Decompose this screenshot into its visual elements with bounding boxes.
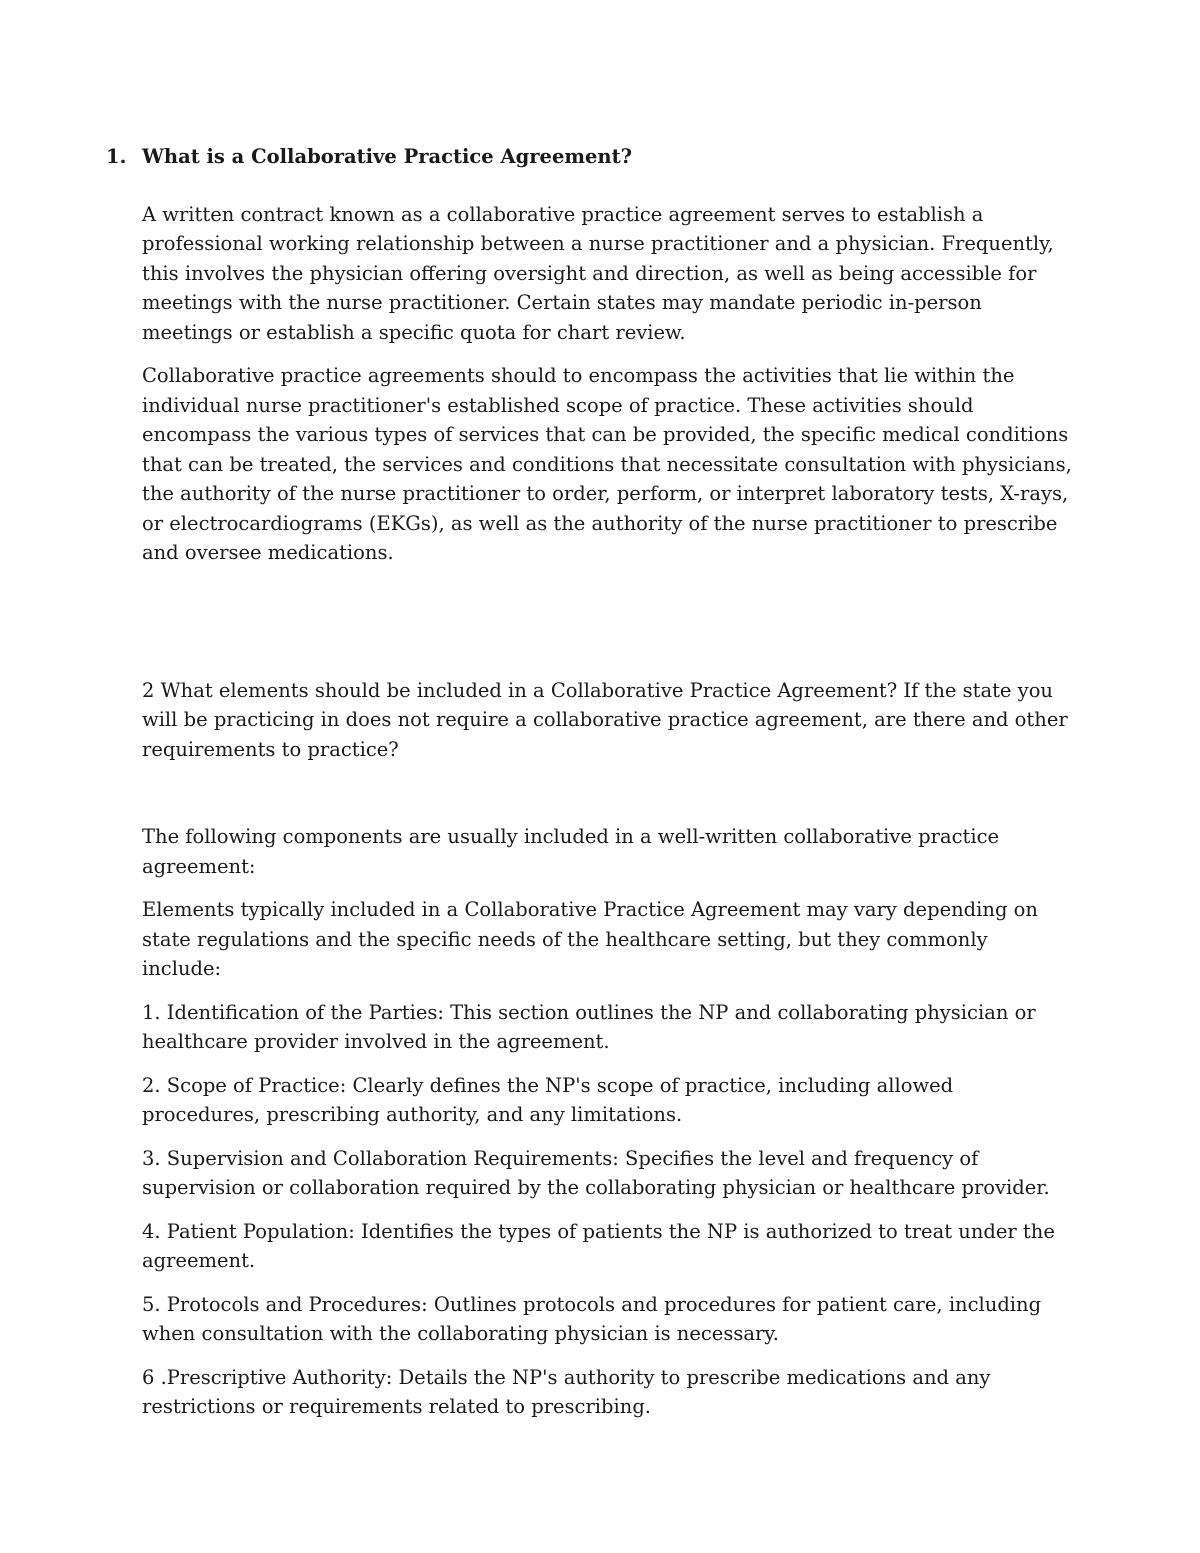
list-item: 1. Identification of the Parties: This section outlines the NP and collaborating physician or healthcare provider involved in the agreement. [142,1000,1036,1053]
list-item: 4. Patient Population: Identifies the types of patients the NP is authorized to treat under the agreement. [142,1219,1055,1272]
section-1-heading [106,142,1072,172]
spacer [142,778,1072,822]
section-2-intro: The following components are usually included in a well-written collaborative practice agreement: [142,825,1000,878]
document-content [106,142,1072,1436]
list-item: 6 .Prescriptive Authority: Details the NP's authority to prescribe medications and any restrictions or requirements related to prescribing. [142,1365,991,1418]
section-2-question: 2 What elements should be included in a Collaborative Practice Agreement? If the state you will be practicing in does not require a collaborative practice agreement, are there and other requirements to practice? [142,678,1068,761]
section-1-paragraph-2: Collaborative practice agreements should to encompass the activities that lie within the individual nurse practitioner's established scope of practice. These activities should encompass the various types of services that can be provided, the specific medical conditions that can be treated, the services and conditions that necessitate consultation with physicians, the authority of the nurse practitioner to order, perform, or interpret laboratory tests, X-rays, or electrocardiograms (EKGs), as well as the authority of the nurse practitioner to prescribe and oversee medications. [142,364,1072,564]
section-1-title: What is a Collaborative Practice Agreement? [142,145,633,168]
section-1-number: 1. [106,145,127,168]
list-item: 2. Scope of Practice: Clearly defines the NP's scope of practice, including allowed procedures, prescribing authority, and any limitations. [142,1073,954,1126]
spacer [142,582,1072,676]
list-item: 5. Protocols and Procedures: Outlines protocols and procedures for patient care, including when consultation with the collaborating physician is necessary. [142,1292,1042,1345]
list-item: 3. Supervision and Collaboration Requirements: Specifies the level and frequency of supervision or collaboration required by the collaborating physician or healthcare provider. [142,1146,1050,1199]
section-2-lead: Elements typically included in a Collaborative Practice Agreement may vary depending on state regulations and the specific needs of the healthcare setting, but they commonly include: [142,898,1038,980]
section-1-paragraph-1: A written contract known as a collaborative practice agreement serves to establish a professional working relationship between a nurse practitioner and a physician. Frequently, this involves the physician offering oversight and direction, as well as being accessible for meetings with the nurse practitioner. Certain states may mandate periodic in-person meetings or establish a specific quota for chart review. [142,202,1054,344]
